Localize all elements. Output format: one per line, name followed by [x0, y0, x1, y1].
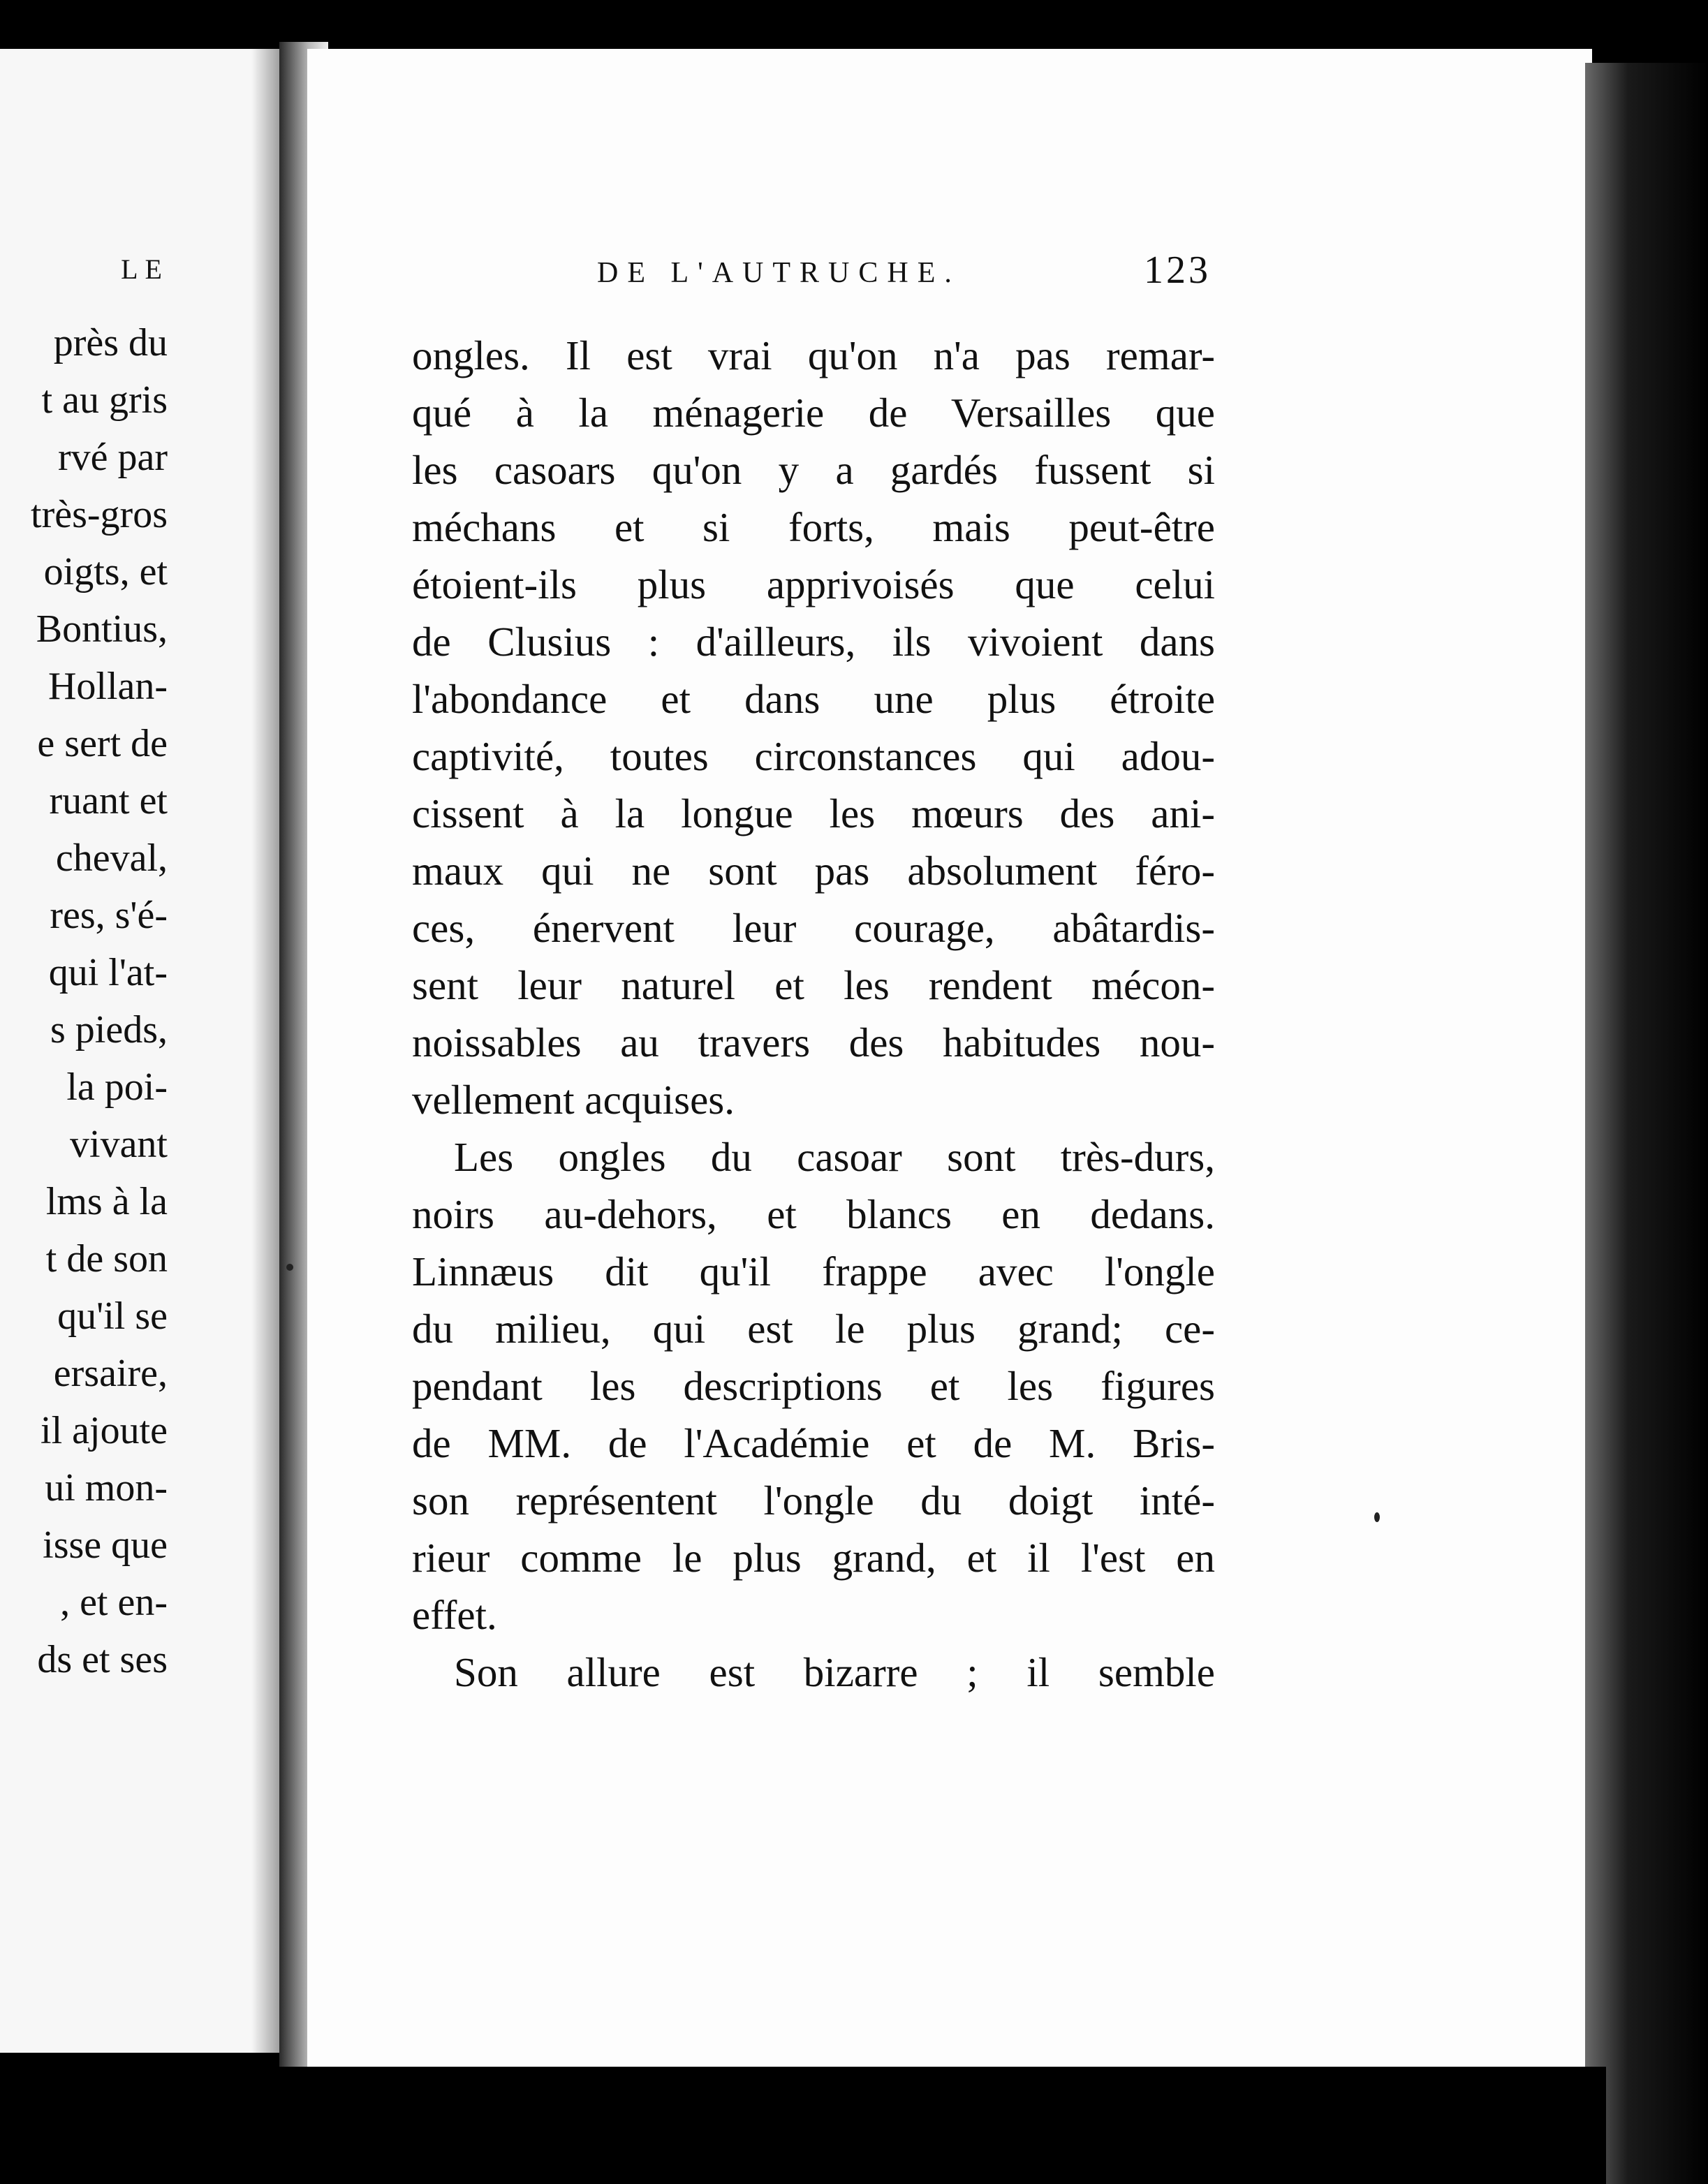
- main-text-block: [412, 327, 1215, 1701]
- left-line: très-gros: [31, 493, 168, 536]
- ink-speck: [1374, 1512, 1380, 1522]
- left-line: t au gris: [41, 378, 168, 422]
- running-head: DE L'AUTRUCHE.: [597, 257, 961, 289]
- text-line: maux qui ne sont pas absolument féro-: [412, 848, 1215, 894]
- left-line: il ajoute: [41, 1409, 168, 1452]
- left-line: Bontius,: [36, 607, 168, 651]
- text-line: ongles. Il est vrai qu'on n'a pas remar-: [412, 332, 1215, 378]
- left-line: lms à la: [45, 1180, 168, 1223]
- text-line: captivité, toutes circonstances qui adou-: [412, 733, 1215, 779]
- left-line: e sert de: [37, 722, 168, 765]
- text-line: méchans et si forts, mais peut-être: [412, 504, 1215, 550]
- text-line: son représentent l'ongle du doigt inté-: [412, 1477, 1215, 1523]
- text-line: du milieu, qui est le plus grand; ce-: [412, 1306, 1215, 1352]
- left-page-header: LE: [121, 253, 169, 285]
- text-line: vellement acquises.: [412, 1077, 735, 1123]
- text-line: de MM. de l'Académie et de M. Bris-: [412, 1420, 1215, 1466]
- left-line: Hollan-: [47, 665, 168, 708]
- left-line: cheval,: [55, 836, 168, 880]
- text-line: effet.: [412, 1592, 497, 1638]
- left-line: oigts, et: [43, 550, 168, 593]
- left-line: s pieds,: [50, 1008, 168, 1052]
- left-line: , et en-: [60, 1581, 168, 1624]
- page-number: 123: [1144, 249, 1211, 292]
- left-line: près du: [53, 321, 168, 364]
- left-page-fragment: [0, 49, 279, 2053]
- left-page-shadow: [251, 49, 279, 2053]
- paragraph-start-line: Les ongles du casoar sont très-durs,: [454, 1134, 1215, 1180]
- left-line: la poi-: [66, 1065, 168, 1109]
- text-line: pendant les descriptions et les figures: [412, 1363, 1215, 1409]
- paragraph-start-line: Son allure est bizarre ; il semble: [454, 1649, 1215, 1695]
- text-line: noirs au-dehors, et blancs en dedans.: [412, 1191, 1215, 1237]
- text-line: Linnæus dit qu'il frappe avec l'ongle: [412, 1248, 1215, 1294]
- text-line: rieur comme le plus grand, et il l'est en: [412, 1535, 1215, 1581]
- left-line: isse que: [43, 1523, 168, 1567]
- left-line: ersaire,: [53, 1352, 168, 1395]
- text-line: étoient-ils plus apprivoisés que celui: [412, 561, 1215, 607]
- text-line: sent leur naturel et les rendent mécon-: [412, 962, 1215, 1008]
- left-line: qu'il se: [57, 1294, 168, 1338]
- text-line: ces, énervent leur courage, abâtardis-: [412, 905, 1215, 951]
- text-line: les casoars qu'on y a gardés fussent si: [412, 447, 1215, 493]
- left-line: ds et ses: [37, 1638, 168, 1681]
- left-line: rvé par: [57, 436, 168, 479]
- left-line: vivant: [70, 1123, 168, 1166]
- left-line: ruant et: [49, 779, 168, 822]
- left-line: ui mon-: [45, 1466, 168, 1510]
- left-line: qui l'at-: [48, 951, 168, 994]
- bottom-edge: [209, 2067, 1606, 2184]
- text-line: qué à la ménagerie de Versailles que: [412, 390, 1215, 436]
- text-line: noissables au travers des habitudes nou-: [412, 1019, 1215, 1065]
- left-line: t de son: [45, 1237, 168, 1281]
- page-edge-shadow: [1585, 63, 1708, 2184]
- text-line: cissent à la longue les mœurs des ani-: [412, 790, 1215, 836]
- left-page-text: [0, 314, 168, 1688]
- left-line: res, s'é-: [50, 894, 168, 937]
- ink-speck: [286, 1264, 293, 1271]
- text-line: l'abondance et dans une plus étroite: [412, 676, 1215, 722]
- text-line: de Clusius : d'ailleurs, ils vivoient dans: [412, 619, 1215, 665]
